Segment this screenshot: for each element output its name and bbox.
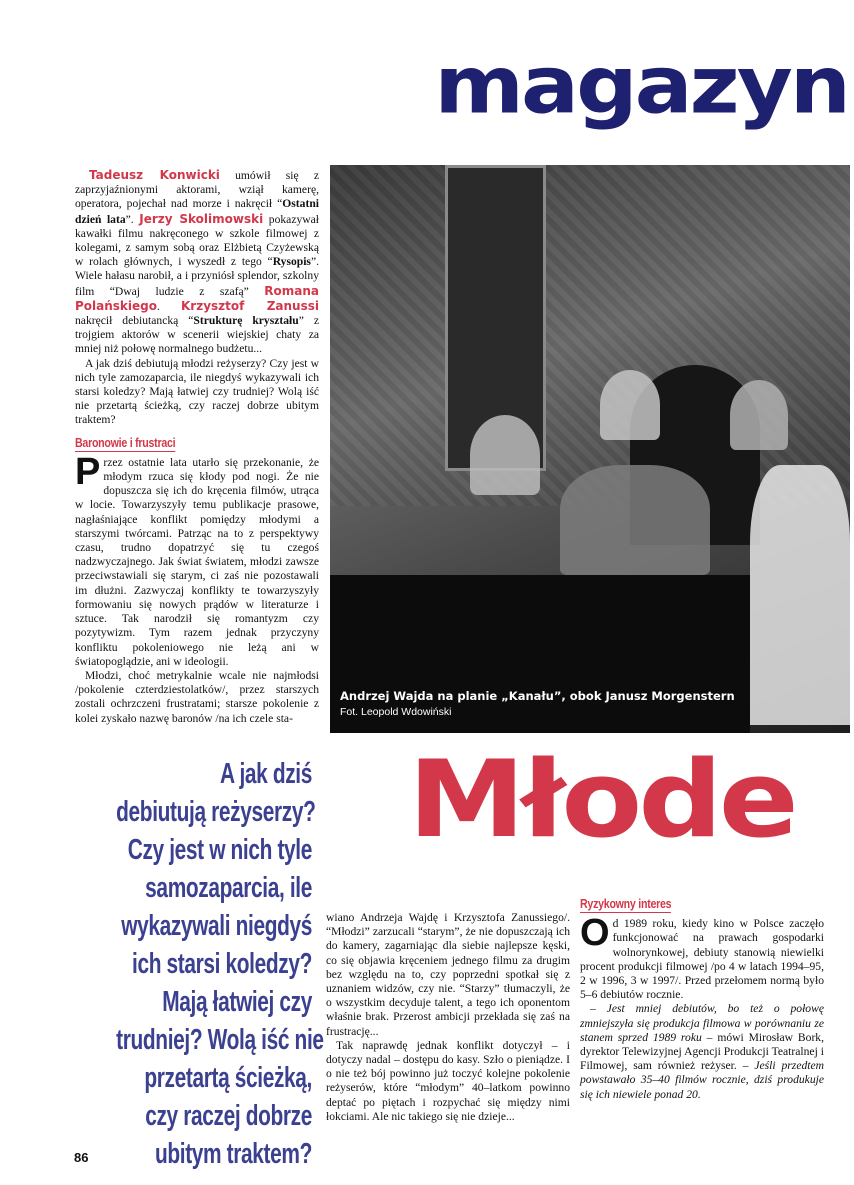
section-heading-ryzykowny: Ryzykowny interes <box>580 897 671 913</box>
section1-paragraph <box>75 450 319 669</box>
photo-figure <box>730 380 788 450</box>
name-zanussi: Krzysztof Zanussi <box>181 298 319 313</box>
pull-quote-line: samozaparcia, ile <box>145 872 312 904</box>
name-polanski: Romana Polańskiego <box>75 283 319 313</box>
photo-caption: Andrzej Wajda na planie „Kanału”, obok Janusz Morgenstern <box>340 689 735 703</box>
name-skolimowski: Jerzy Skolimowski <box>139 211 264 226</box>
pull-quote-line: wykazywali niegdyś <box>121 910 312 942</box>
pull-quote-line: przetartą ścieżką, <box>144 1062 312 1094</box>
pull-quote-line: Czy jest w nich tyle <box>127 834 312 866</box>
name-konwicki: Tadeusz Konwicki <box>89 168 220 182</box>
title-rysopis: Rysopis <box>272 255 311 269</box>
middle-column <box>326 911 570 1124</box>
pull-quote <box>40 755 324 1173</box>
pull-quote-line: ubitym traktem? <box>154 1138 312 1170</box>
intro-paragraph <box>75 168 319 357</box>
intro-text: ”. <box>125 212 140 226</box>
bork-quote-2: – Jeśli przedtem powstawało 35–40 filmów rocznie, dziś produkuje się ich niewiele ponad 20. <box>580 1059 825 1101</box>
middle-paragraph-2: Tak naprawdę jednak konflikt dotyczył – i dotyczy nadal – dostępu do kasy. Szło o pieniądze. I o nie też bój powinno już toczyć kolejne pokolenie reżyserów, które “młodym” 40–latkom powinno deptać po piętach i rozpychać się między nimi łokciami. Ale nic takiego się nie dzieje... <box>326 1038 570 1123</box>
middle-paragraph: wiano Andrzeja Wajdę i Krzysztofa Zanussiego/. “Młodzi” zarzucali “starym”, że nie dopuszczają ich do kamery, zagarniając dla siebie najlepsze kęski, co się objawia kręceniem jednego filmu za drugim bez względu na to, czy poprzedni spotkał się z uznaniem widzów, czy nie. “Starzy” tłumaczyli, że o wszystkim decyduje talent, a tego ich oponentom właśnie brak. Przerost ambicji przekłada się zaś na frustrację... <box>326 911 570 1038</box>
intro-text: ” z trojgiem aktorów w scenerii wiejskiej chaty za mniej niż połowę normalnego budżetu... <box>75 314 319 356</box>
section1-text: rzez ostatnie lata utarło się przekonanie, że młodym rzuca się kłody pod nogi. Że nie dopuszcza się ich do kręcenia filmów, utrąca w locie. Towarzyszyły temu publikacje prasowe, nagłaśniające konflikt pomiędzy młodymi a starszymi twórcami. Patrząc na to z perspektywy czasu, trudno dopatrzyć się tu czegoś nadzwyczajnego. Jak świat światem, młodzi zawsze przeciwstawiali się starym, ci zaś nie pozostawali im dłużni. Zazwyczaj konflikty te towarzyszyły formowaniu się nowych prądów w literaturze i sztuce. Tak narodził się romantyzm czy pozytywizm. Tym razem jednak przyczyny konfliktu pokoleniowego nie leżą ani w światopoglądzie, ani w ideologii. <box>75 455 319 668</box>
photo-figure <box>560 465 710 575</box>
bork-attribution: – mówi Mirosław Bork, dyrektor Telewizyjnej Agencji Produkcji Teatralnej i Filmowej, sam również reżyser. <box>580 1030 825 1073</box>
section2-text: d 1989 roku, kiedy kino w Polsce zaczęło funkcjonować na prawach gospodarki wolnorynkowej, debiuty stanowią niewielki procent produkcji filmowej /po 4 w latach 1994–95, 2 w 1996, 3 w 1997/. Przed przełomem normą było 5–6 debiutów rocznie. <box>580 917 824 1002</box>
title-struktura-krysztalu: Strukturę kryształu <box>193 314 299 328</box>
section-heading-baronowie: Baronowie i frustraci <box>75 436 175 452</box>
page-number: 86 <box>74 1150 89 1165</box>
intro-text: nakręcił debiutancką “ <box>75 314 194 328</box>
drop-cap: P <box>75 450 101 493</box>
pull-quote-line: Mają łatwiej czy <box>162 986 312 1018</box>
photo-credit: Fot. Leopold Wdowiński <box>340 706 452 718</box>
pull-quote-line: A jak dziś <box>220 758 312 790</box>
right-column <box>580 897 824 1102</box>
intro-questions: A jak dziś debiutują młodzi reżyserzy? Czy jest w nich tyle zamozaparcia, ile niegdyś wykazywali ich starsi koledzy? Mają łatwiej czy trudniej? Wolą iść nie przetartą ścieżką, czy raczej dobrze ubitym traktem? <box>75 356 319 427</box>
masthead: magazyn <box>434 39 848 132</box>
headline: Młode <box>408 736 795 862</box>
section2-quote-paragraph <box>580 1002 824 1101</box>
pull-quote-line: trudniej? Wolą iść nie <box>116 1024 324 1056</box>
drop-cap: O <box>580 912 610 955</box>
intro-text: ”. Wiele hałasu narobił, a i przyniósł splendor, szkolny film “Dwaj ludzie z szafą” <box>75 255 319 298</box>
photo-figure <box>470 415 540 495</box>
bork-quote-1: – Jest mniej debiutów, bo też o połowę zmniejszyła się produkcja filmowa w porównaniu ze stanem sprzed 1989 roku <box>580 1002 824 1044</box>
pull-quote-line: debiutują reżyserzy? <box>116 796 316 828</box>
photo-figure <box>600 370 660 440</box>
intro-text: umówił się z zaprzyjaźnionymi aktorami, wziął kamerę, operatora, pojechał nad morze i nakręcił “ <box>75 169 319 211</box>
intro-text: pokazywał kawałki filmu nakręconego w szkole filmowej z kolegami, z samym sobą oraz Elżbietą Czyżewską w rolach głównych, i wyszedł z tego “ <box>75 212 319 269</box>
film-set-photo <box>330 165 850 733</box>
pull-quote-line: ich starsi koledzy? <box>131 948 312 980</box>
photo-wall <box>330 165 850 506</box>
intro-column <box>75 168 319 726</box>
section2-paragraph <box>580 912 824 1002</box>
pull-quote-line: czy raczej dobrze <box>145 1100 312 1132</box>
title-ostatni-dzien-lata: Ostatni dzień lata <box>75 197 319 226</box>
intro-text: . <box>157 299 181 313</box>
section1-paragraph-2: Młodzi, choć metrykalnie wcale nie najmłodsi /pokolenie czterdziestolatków/, przez starszych zostali ochrzczeni frustratami; starsze pokolenie z kolei zyskało nazwę baronów /na ich czele sta- <box>75 668 319 725</box>
photo-figure <box>750 465 850 725</box>
